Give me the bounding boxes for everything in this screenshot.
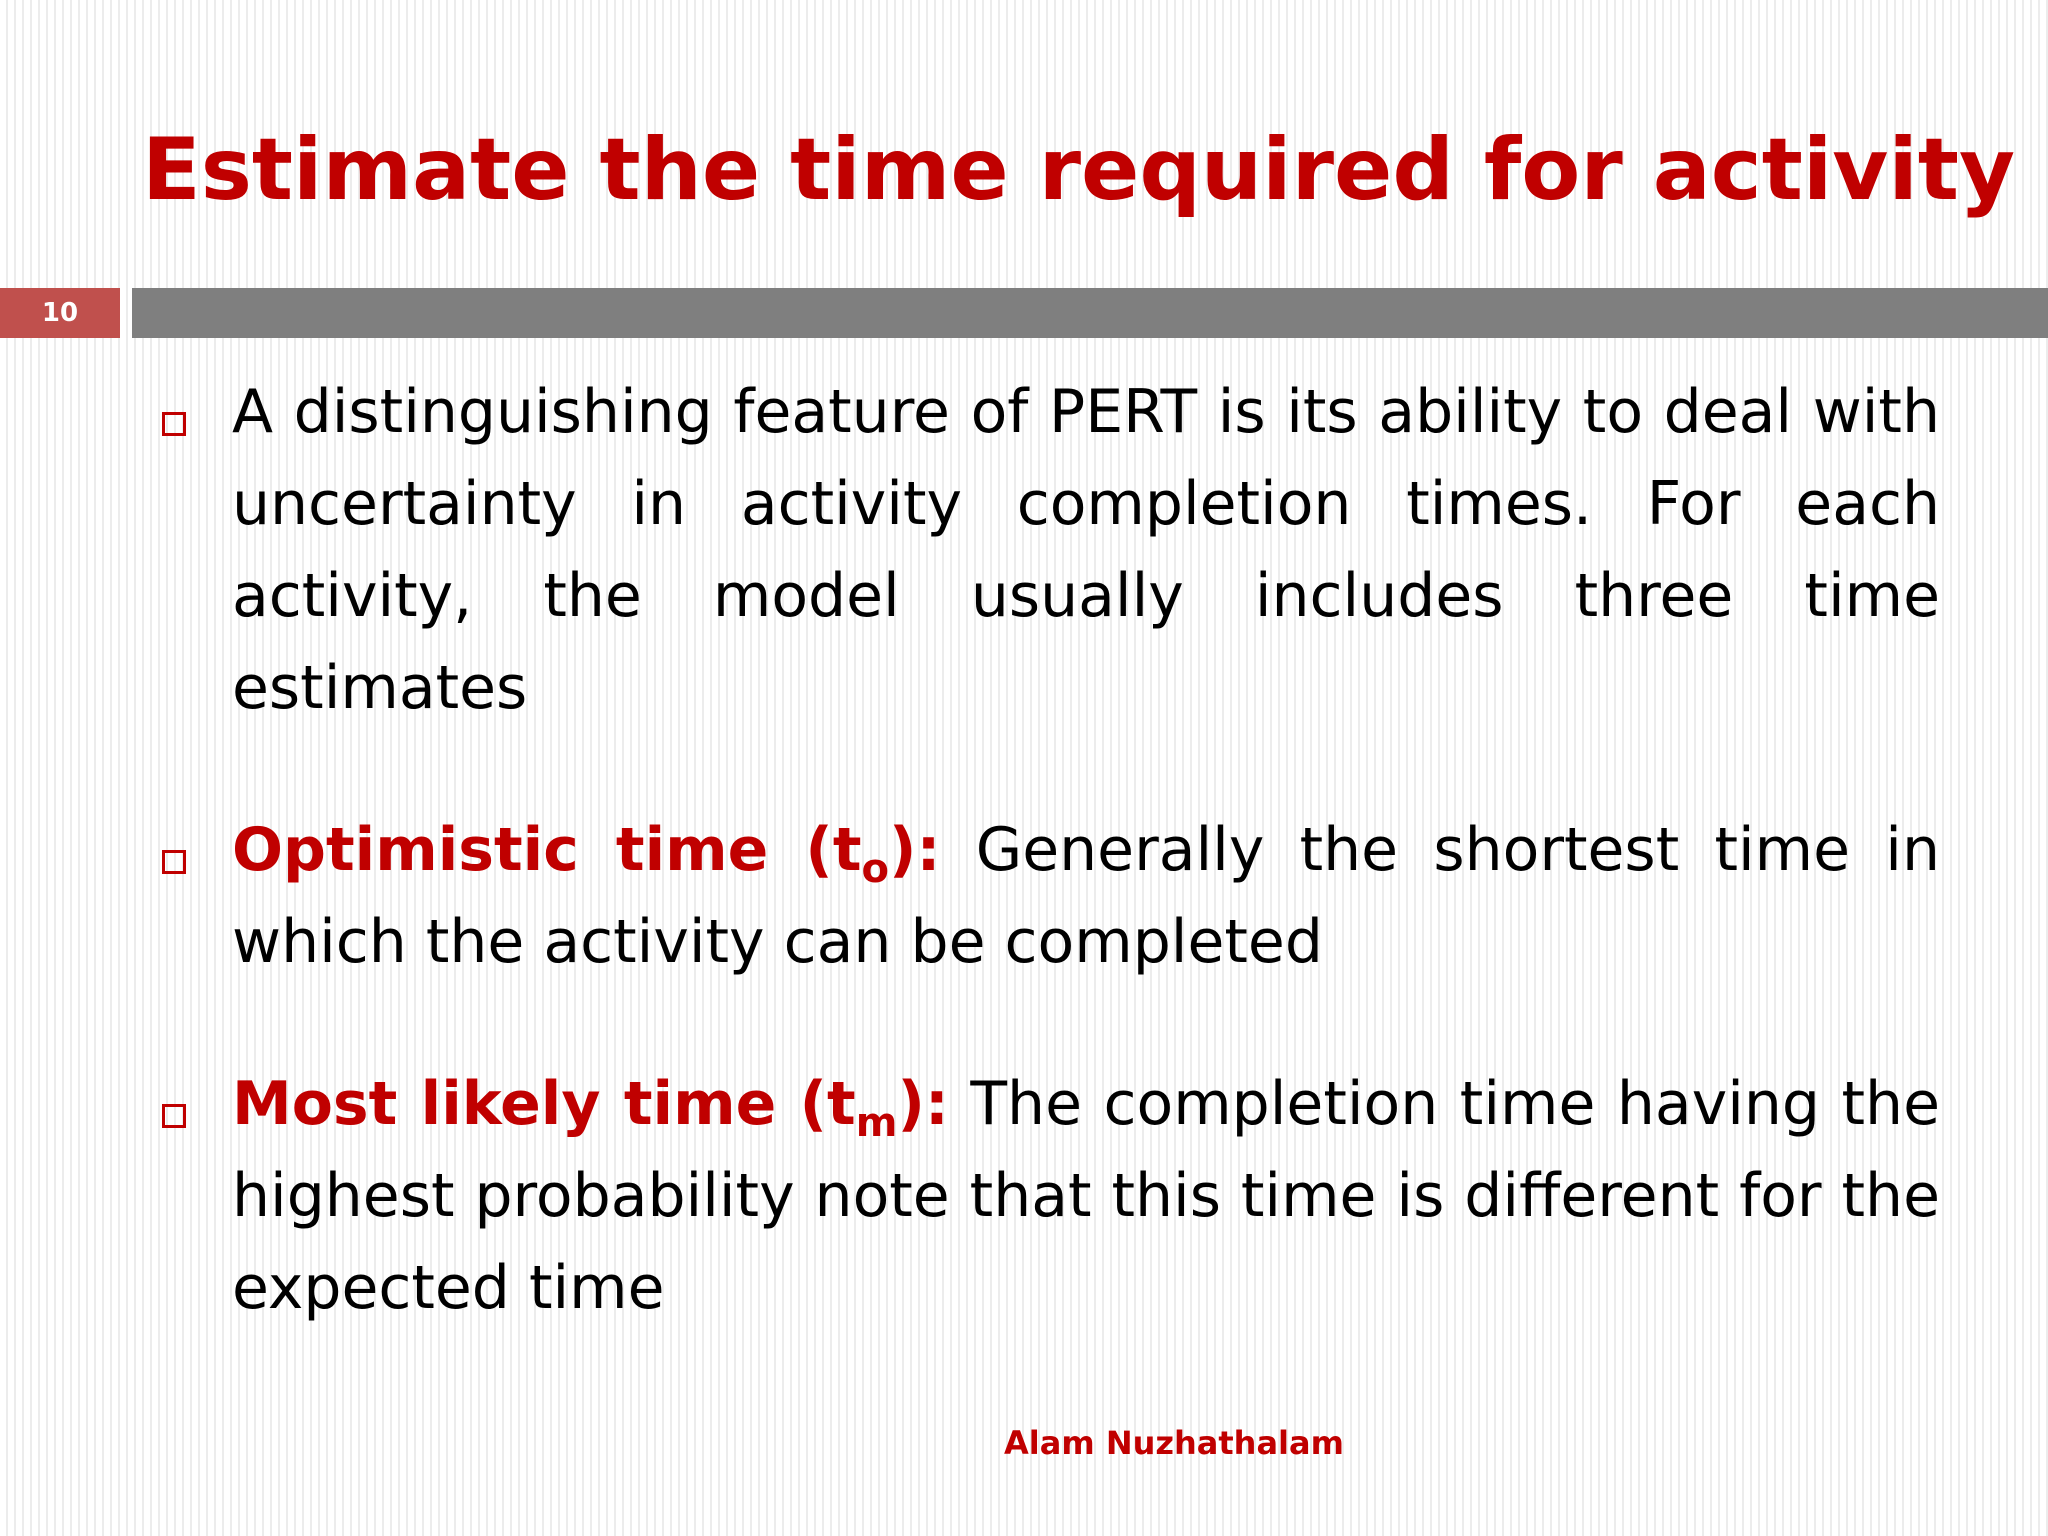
bullet-text: A distinguishing feature of PERT is its ability to deal with uncertainty in activity completion times. For each activity, the model usually includes three time estimates: [232, 377, 1940, 723]
bullet-text: The completion time having the highest probability note that this time is different for the expected time: [232, 1069, 1940, 1323]
term-label: Most likely time (t: [232, 1069, 856, 1139]
slide-number-badge: 10: [0, 288, 120, 338]
square-bullet-icon: [162, 850, 186, 874]
term-label: Optimistic time (t: [232, 815, 862, 885]
bullet-term: [232, 815, 941, 892]
header-divider-bar: [132, 288, 2048, 338]
square-bullet-icon: [162, 412, 186, 436]
bullet-term: [232, 1069, 949, 1146]
slide-footer-author: Alam Nuzhathalam: [1004, 1424, 1344, 1462]
term-label-end: ):: [889, 815, 941, 885]
bullet-text: Generally the shortest time in which the activity can be completed: [232, 815, 1940, 977]
term-subscript: m: [855, 1100, 898, 1146]
term-label-end: ):: [897, 1069, 949, 1139]
term-subscript: o: [861, 846, 890, 892]
bullet-item-optimistic-time: [160, 804, 1940, 988]
square-bullet-icon: [162, 1104, 186, 1128]
bullet-list: [160, 366, 1940, 1404]
slide-title: Estimate the time required for activity: [142, 120, 2016, 220]
bullet-item-pert-feature: [160, 366, 1940, 734]
bullet-item-most-likely-time: [160, 1058, 1940, 1334]
